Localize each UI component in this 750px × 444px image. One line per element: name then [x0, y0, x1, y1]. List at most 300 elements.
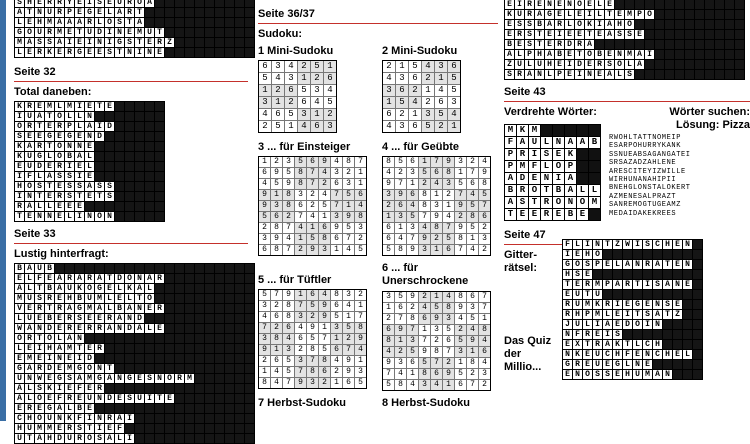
grid-cell: [715, 60, 724, 69]
sudoku-cell: 3: [271, 201, 282, 211]
grid-cell: I: [563, 250, 572, 259]
grid-cell: [115, 404, 124, 413]
grid-cell: [705, 50, 714, 59]
grid-cell: [205, 364, 214, 373]
grid-cell: [245, 404, 254, 413]
sudoku-cell: 1: [311, 109, 323, 120]
grid-cell: N: [55, 414, 64, 423]
grid-cell: O: [585, 50, 594, 59]
grid-cell: [195, 384, 204, 393]
grid-cell: [145, 162, 154, 171]
grid-cell: [735, 50, 744, 59]
sudoku-cell: 5: [311, 61, 323, 72]
grid-cell: [185, 304, 194, 313]
grid-cell: D: [85, 354, 94, 363]
grid-cell: S: [65, 192, 74, 201]
grid-cell: [225, 354, 234, 363]
grid-cell: N: [683, 260, 692, 269]
sudoku-cell: 1: [431, 292, 442, 302]
grid-cell: S: [515, 20, 524, 29]
grid-cell: K: [75, 284, 84, 293]
grid-cell: [673, 290, 682, 299]
sudoku-cell: 8: [431, 347, 442, 357]
sudoku-cell: 1: [409, 109, 421, 120]
grid-cell: [175, 38, 184, 47]
grid-cell: E: [615, 10, 624, 19]
grid-cell: [225, 374, 234, 383]
grid-cell: A: [505, 50, 514, 59]
sudoku-cell: 9: [355, 334, 366, 344]
word-search-line: BNEHGLONSTALOKERT: [609, 184, 691, 193]
sudoku-cell: 8: [455, 234, 466, 244]
grid-cell: E: [75, 202, 84, 211]
grid-cell: U: [593, 360, 602, 369]
grid-cell: E: [55, 132, 64, 141]
sudoku-cell: 1: [395, 336, 406, 346]
sudoku-cell: 2: [285, 97, 297, 108]
grid-cell: [165, 414, 174, 423]
sudoku-cell: 6: [407, 190, 418, 200]
grid-cell: [705, 10, 714, 19]
grid-cell: [115, 142, 124, 151]
sudoku-cell: 2: [272, 85, 284, 96]
grid-cell: F: [75, 414, 84, 423]
sudoku-cell: 3: [479, 234, 490, 244]
section-heading-seite-32: Seite 32: [14, 66, 248, 82]
grid-cell: [245, 374, 254, 383]
grid-cell: M: [643, 370, 652, 379]
grid-cell: R: [525, 10, 534, 19]
grid-cell: R: [95, 324, 104, 333]
grid-cell: E: [585, 0, 594, 9]
grid-cell: M: [95, 294, 104, 303]
grid-cell: [205, 18, 214, 27]
sudoku-cell: 2: [467, 157, 478, 167]
grid-cell: T: [45, 182, 54, 191]
grid-cell: [195, 314, 204, 323]
grid-cell: R: [65, 324, 74, 333]
grid-cell: N: [85, 112, 94, 121]
grid-cell: [683, 300, 692, 309]
grid-cell: E: [635, 30, 644, 39]
grid-cell: P: [635, 10, 644, 19]
grid-cell: [215, 404, 224, 413]
sudoku-cell: 2: [271, 301, 282, 311]
verdrehte-woerter-grid: [504, 124, 601, 221]
grid-cell: R: [35, 48, 44, 57]
sudoku-cell: 1: [355, 168, 366, 178]
grid-cell: S: [613, 330, 622, 339]
sudoku-cell: 5: [307, 301, 318, 311]
grid-cell: A: [35, 434, 44, 443]
grid-cell: [635, 0, 644, 9]
grid-cell: T: [535, 40, 544, 49]
grid-cell: L: [595, 10, 604, 19]
grid-cell: N: [535, 70, 544, 79]
sudoku-cell: 4: [479, 157, 490, 167]
sudoku-cell: 4: [311, 97, 323, 108]
sudoku-cell: 8: [479, 179, 490, 189]
grid-cell: O: [85, 434, 94, 443]
grid-cell: [635, 20, 644, 29]
sudoku-cell: 5: [395, 157, 406, 167]
grid-cell: [115, 102, 124, 111]
grid-cell: E: [45, 192, 54, 201]
grid-cell: [235, 374, 244, 383]
grid-cell: [643, 250, 652, 259]
grid-cell: [225, 394, 234, 403]
grid-cell: P: [525, 50, 534, 59]
sudoku-cell: 3: [307, 378, 318, 388]
grid-cell: N: [643, 350, 652, 359]
sudoku-cell: 4: [467, 190, 478, 200]
sudoku-cell: 3: [355, 367, 366, 377]
grid-cell: G: [55, 374, 64, 383]
grid-cell: N: [115, 324, 124, 333]
grid-cell: [215, 274, 224, 283]
grid-cell: U: [115, 0, 124, 7]
grid-cell: I: [603, 330, 612, 339]
sudoku-cell: 1: [295, 290, 306, 300]
grid-cell: N: [683, 240, 692, 249]
grid-cell: R: [25, 122, 34, 131]
grid-cell: [115, 162, 124, 171]
grid-cell: [175, 334, 184, 343]
grid-cell: I: [585, 10, 594, 19]
grid-cell: E: [603, 260, 612, 269]
grid-cell: [115, 202, 124, 211]
sudoku-cell: 6: [383, 325, 394, 335]
grid-cell: [685, 60, 694, 69]
grid-cell: [175, 284, 184, 293]
grid-cell: [725, 40, 734, 49]
sudoku-6-title-line2: Unerschrockene: [382, 275, 469, 287]
grid-cell: [215, 8, 224, 17]
grid-cell: A: [15, 284, 24, 293]
sudoku-cell: 1: [455, 168, 466, 178]
grid-cell: [215, 384, 224, 393]
grid-cell: D: [105, 122, 114, 131]
sudoku-cell: 4: [331, 157, 342, 167]
sudoku-cell: 9: [395, 325, 406, 335]
grid-cell: Z: [165, 38, 174, 47]
grid-cell: [615, 40, 624, 49]
sudoku-cell: 6: [307, 157, 318, 167]
grid-cell: H: [25, 414, 34, 423]
sudoku-cell: 1: [431, 245, 442, 255]
word-cell: K: [565, 149, 576, 160]
word-cell: B: [553, 185, 564, 196]
grid-cell: N: [135, 274, 144, 283]
grid-cell: P: [593, 260, 602, 269]
sudoku-cell: 9: [295, 378, 306, 388]
sudoku-cell: 9: [307, 323, 318, 333]
grid-cell: E: [35, 102, 44, 111]
grid-cell: A: [25, 364, 34, 373]
grid-cell: [155, 122, 164, 131]
sudoku-cell: 5: [383, 245, 394, 255]
grid-cell: [663, 290, 672, 299]
grid-cell: T: [575, 50, 584, 59]
word-cell: P: [565, 161, 576, 172]
grid-cell: [663, 270, 672, 279]
word-cell: [541, 125, 552, 136]
sudoku-8-title: 8 Herbst-Sudoku: [382, 397, 471, 409]
grid-cell: H: [35, 18, 44, 27]
sudoku-cell: 6: [259, 245, 270, 255]
grid-cell: I: [105, 38, 114, 47]
grid-cell: [705, 30, 714, 39]
grid-cell: E: [15, 404, 24, 413]
column-middle: [258, 0, 498, 421]
sudoku-cell: 8: [271, 223, 282, 233]
grid-cell: [715, 50, 724, 59]
word-cell: M: [529, 125, 540, 136]
grid-cell: B: [45, 284, 54, 293]
grid-cell: E: [75, 0, 84, 7]
grid-cell: L: [573, 240, 582, 249]
sudoku-cell: 9: [419, 347, 430, 357]
grid-cell: A: [115, 414, 124, 423]
sudoku-cell: 9: [383, 179, 394, 189]
grid-cell: H: [663, 240, 672, 249]
grid-cell: [613, 290, 622, 299]
sudoku-cell: 7: [343, 234, 354, 244]
grid-cell: [105, 404, 114, 413]
grid-cell: [135, 102, 144, 111]
sudoku-cell: 9: [431, 314, 442, 324]
grid-cell: A: [653, 260, 662, 269]
grid-cell: [125, 112, 134, 121]
grid-cell: I: [65, 38, 74, 47]
sudoku-cell: 8: [383, 336, 394, 346]
grid-cell: I: [623, 310, 632, 319]
grid-cell: [155, 384, 164, 393]
grid-cell: E: [65, 202, 74, 211]
grid-cell: E: [115, 294, 124, 303]
sudoku-cell: 5: [422, 121, 434, 132]
grid-cell: A: [663, 280, 672, 289]
sudoku-cell: 4: [283, 234, 294, 244]
sudoku-cell: 1: [395, 223, 406, 233]
section-title-sudoku: Sudoku:: [258, 28, 302, 40]
grid-cell: G: [45, 404, 54, 413]
sudoku-cell: 8: [419, 190, 430, 200]
grid-cell: [145, 334, 154, 343]
grid-cell: [165, 48, 174, 57]
grid-cell: [633, 290, 642, 299]
grid-cell: I: [85, 414, 94, 423]
grid-cell: E: [15, 354, 24, 363]
grid-cell: [145, 384, 154, 393]
sudoku-cell: 6: [419, 314, 430, 324]
sudoku-cell: 8: [431, 223, 442, 233]
sudoku-cell: 5: [419, 168, 430, 178]
sudoku-cell: 2: [331, 367, 342, 377]
grid-cell: [245, 414, 254, 423]
grid-cell: H: [45, 344, 54, 353]
grid-cell: D: [105, 394, 114, 403]
grid-cell: E: [105, 424, 114, 433]
grid-cell: [195, 0, 204, 7]
grid-cell: U: [25, 424, 34, 433]
grid-cell: R: [25, 334, 34, 343]
grid-cell: [235, 364, 244, 373]
grid-cell: [695, 70, 704, 79]
grid-cell: U: [65, 284, 74, 293]
word-search-line: ARESCITEYIZWILLE: [609, 167, 686, 176]
grid-cell: [593, 270, 602, 279]
grid-cell: E: [155, 48, 164, 57]
grid-cell: S: [35, 38, 44, 47]
grid-cell: [195, 28, 204, 37]
sudoku-cell: 2: [355, 290, 366, 300]
sudoku-cell: 5: [443, 325, 454, 335]
grid-cell: [95, 264, 104, 273]
grid-cell: N: [85, 132, 94, 141]
grid-cell: [165, 314, 174, 323]
grid-cell: A: [25, 202, 34, 211]
grid-cell: O: [25, 28, 34, 37]
section-heading-seite-43: Seite 43: [504, 86, 750, 102]
sudoku-cell: 8: [283, 190, 294, 200]
grid-cell: N: [95, 394, 104, 403]
sudoku-cell: 7: [479, 201, 490, 211]
grid-cell: N: [615, 50, 624, 59]
grid-cell: [685, 0, 694, 9]
grid-cell: [135, 202, 144, 211]
grid-cell: [195, 424, 204, 433]
sudoku-cell: 1: [285, 121, 297, 132]
grid-cell: E: [583, 360, 592, 369]
sudoku-cell: 6: [383, 109, 395, 120]
sudoku-cell: 2: [307, 190, 318, 200]
grid-cell: [105, 142, 114, 151]
word-search-line: ESARPOHURRYKANK: [609, 142, 682, 151]
sudoku-cell: 3: [448, 97, 460, 108]
grid-cell: [175, 384, 184, 393]
grid-cell: E: [613, 370, 622, 379]
grid-cell: N: [115, 28, 124, 37]
column-right: [504, 0, 750, 421]
sudoku-cell: 4: [283, 334, 294, 344]
grid-cell: [653, 290, 662, 299]
grid-cell: J: [563, 320, 572, 329]
grid-cell: [215, 414, 224, 423]
grid-cell: [245, 314, 254, 323]
grid-cell: M: [45, 18, 54, 27]
grid-cell: [603, 290, 612, 299]
sudoku-cell: 8: [455, 292, 466, 302]
sudoku-cell: 7: [443, 223, 454, 233]
grid-cell: S: [35, 384, 44, 393]
sudoku-cell: 9: [259, 201, 270, 211]
sudoku-cell: 8: [295, 168, 306, 178]
grid-cell: [215, 374, 224, 383]
sudoku-cell: 2: [479, 245, 490, 255]
grid-cell: A: [105, 434, 114, 443]
grid-cell: E: [15, 274, 24, 283]
word-cell: A: [565, 137, 576, 148]
sudoku-cell: 5: [298, 85, 310, 96]
grid-cell: R: [583, 330, 592, 339]
grid-cell: T: [45, 112, 54, 121]
grid-cell: E: [683, 280, 692, 289]
grid-cell: R: [555, 40, 564, 49]
sudoku-cell: 5: [455, 336, 466, 346]
grid-cell: O: [633, 320, 642, 329]
grid-cell: L: [515, 50, 524, 59]
grid-cell: [165, 0, 174, 7]
grid-cell: B: [115, 304, 124, 313]
sudoku-cell: 8: [271, 334, 282, 344]
grid-cell: [655, 10, 664, 19]
grid-cell: G: [75, 304, 84, 313]
grid-cell: [645, 30, 654, 39]
word-search-line: SRSAZADZAHLENE: [609, 159, 677, 168]
grid-cell: [145, 404, 154, 413]
grid-cell: L: [85, 162, 94, 171]
word-cell: E: [517, 209, 528, 220]
grid-cell: S: [145, 374, 154, 383]
grid-cell: G: [75, 364, 84, 373]
grid-cell: A: [75, 18, 84, 27]
grid-cell: I: [643, 320, 652, 329]
grid-cell: R: [95, 384, 104, 393]
grid-cell: L: [145, 284, 154, 293]
grid-cell: R: [155, 304, 164, 313]
sudoku-cell: 1: [319, 212, 330, 222]
grid-cell: G: [65, 132, 74, 141]
grid-cell: S: [75, 424, 84, 433]
sudoku-cell: 5: [407, 347, 418, 357]
grid-cell: [195, 294, 204, 303]
grid-cell: A: [115, 314, 124, 323]
grid-cell: E: [593, 330, 602, 339]
sudoku-cell: 4: [298, 121, 310, 132]
sudoku-cell: 4: [455, 314, 466, 324]
grid-cell: A: [613, 280, 622, 289]
sudoku-cell: 5: [396, 97, 408, 108]
grid-cell: G: [633, 300, 642, 309]
grid-cell: I: [75, 354, 84, 363]
sudoku-cell: 8: [283, 301, 294, 311]
mini-sudoku-2-title: 2 Mini-Sudoku: [382, 45, 458, 57]
grid-cell: D: [35, 162, 44, 171]
sudoku-cell: 1: [383, 212, 394, 222]
grid-cell: O: [625, 20, 634, 29]
sudoku-cell: 5: [259, 212, 270, 222]
sudoku-cell: 6: [479, 212, 490, 222]
grid-cell: [715, 0, 724, 9]
grid-cell: R: [125, 0, 134, 7]
grid-cell: [55, 264, 64, 273]
sudoku-3-grid: [258, 156, 367, 256]
grid-cell: [115, 112, 124, 121]
grid-cell: I: [75, 102, 84, 111]
grid-cell: [215, 324, 224, 333]
grid-cell: S: [583, 260, 592, 269]
grid-cell: [225, 344, 234, 353]
grid-cell: [645, 70, 654, 79]
grid-cell: E: [505, 20, 514, 29]
word-cell: I: [553, 173, 564, 184]
grid-cell: [665, 0, 674, 9]
sudoku-cell: 9: [259, 345, 270, 355]
grid-cell: R: [55, 162, 64, 171]
grid-cell: P: [65, 122, 74, 131]
sudoku-cell: 2: [383, 61, 395, 72]
